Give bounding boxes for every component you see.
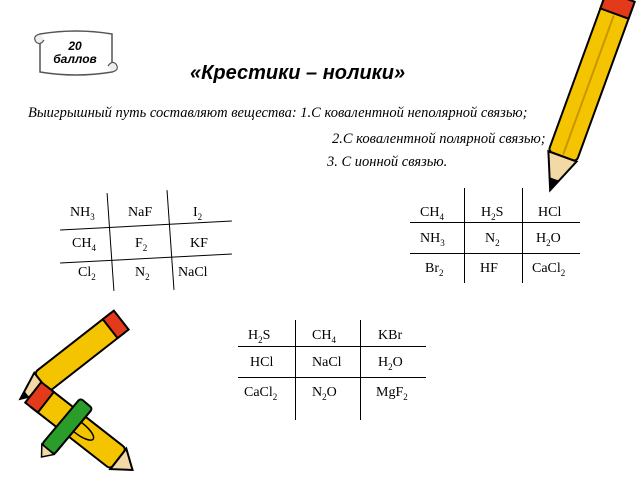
grid2-cell-1-1[interactable]: $N_2$: [485, 231, 500, 248]
grid1-cell-1-1[interactable]: $F_2$: [135, 236, 148, 253]
score-unit: баллов: [53, 52, 97, 66]
grid1-cell-0-1[interactable]: NaF: [128, 205, 153, 220]
grid1-cell-0-2[interactable]: $I_2$: [193, 205, 203, 222]
grid1-cell-1-2[interactable]: KF: [190, 236, 208, 251]
pencil-icon: [528, 0, 638, 200]
grid3-cell-2-2[interactable]: MgF$_2$: [376, 385, 408, 402]
grid3-cell-1-2[interactable]: $H_2O$: [378, 355, 403, 372]
grid3-cell-2-1[interactable]: $N_2O$: [312, 385, 337, 402]
rule-intro: Выигрышный путь составляют вещества: 1.С ковалентной неполярной связью;: [28, 105, 528, 121]
grid2-cell-2-2[interactable]: CaCl$_2$: [532, 261, 566, 278]
grid2-cell-0-0[interactable]: $CH_4$: [420, 205, 444, 222]
score-value: 20: [68, 39, 82, 53]
grid1-cell-2-2[interactable]: NaCl: [178, 265, 208, 280]
grid2-cell-1-0[interactable]: $NH_3$: [420, 231, 445, 248]
grid2-cell-0-2[interactable]: HCl: [538, 205, 562, 220]
grid1-cell-1-0[interactable]: $CH_4$: [72, 236, 96, 253]
grid1-cell-2-1[interactable]: $N_2$: [135, 265, 150, 282]
grid3-cell-1-0[interactable]: HCl: [250, 355, 274, 370]
grid3-cell-0-1[interactable]: $CH_4$: [312, 328, 336, 345]
grid1-cell-2-0[interactable]: $Cl_2$: [78, 265, 96, 282]
grid3-cell-1-1[interactable]: NaCl: [312, 355, 342, 370]
score-badge: [40, 40, 110, 66]
grid3-cell-0-2[interactable]: KBr: [378, 328, 403, 343]
pencil-icon: [28, 392, 108, 462]
grid1-cell-0-0[interactable]: $NH_3$: [70, 205, 95, 222]
grid2-cell-1-2[interactable]: $H_2O$: [536, 231, 561, 248]
grid3-cell-2-0[interactable]: CaCl$_2$: [244, 385, 278, 402]
page-title: «Крестики – нолики»: [190, 62, 406, 84]
rule-line-2: 2.С ковалентной полярной связью;: [332, 131, 546, 147]
rule-line-3: 3. С ионной связью.: [327, 154, 448, 170]
grid2-cell-0-1[interactable]: $H_2S$: [481, 205, 504, 222]
grid2-cell-2-0[interactable]: $Br_2$: [425, 261, 444, 278]
grid2-cell-2-1[interactable]: HF: [480, 261, 498, 276]
grid3-cell-0-0[interactable]: $H_2S$: [248, 328, 271, 345]
